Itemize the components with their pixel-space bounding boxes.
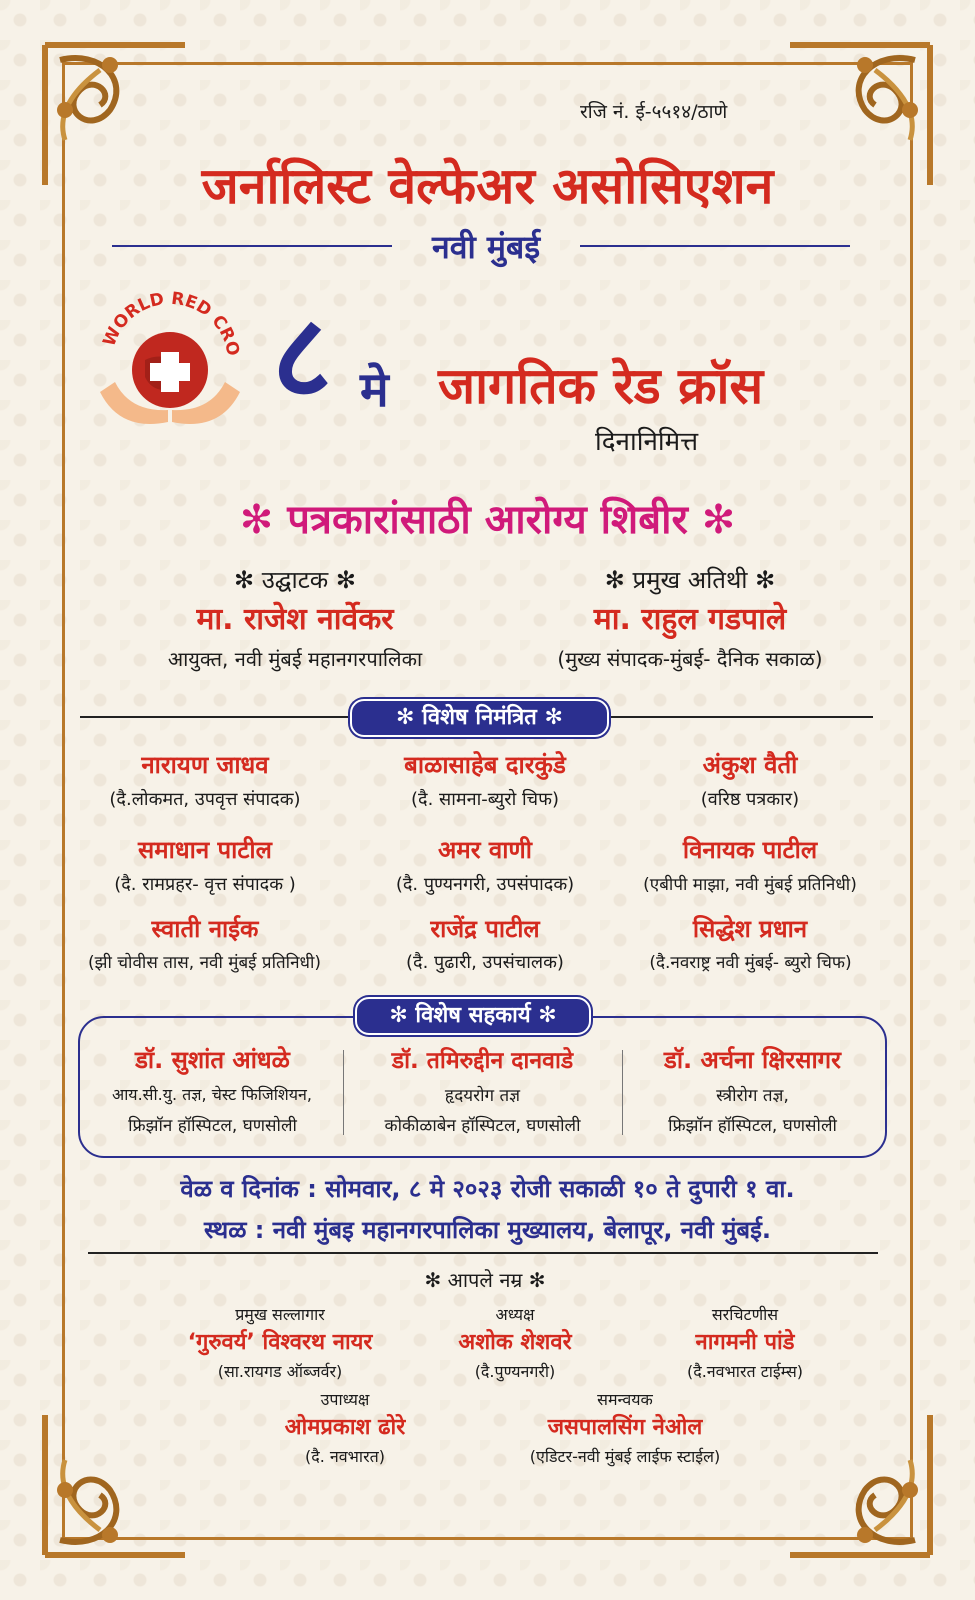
doctor-specialty: आय.सी.यु. तज्ञ, चेस्ट फिजिशियन,: [111, 1085, 313, 1104]
org-city: नवी मुंबई: [431, 228, 541, 266]
organizer-desc: (सा.रायगड ऑब्जर्वर): [217, 1362, 343, 1381]
event-subtitle: दिनानिमित्त: [595, 427, 699, 457]
venue-line: स्थळ : नवी मुंबइ महानगरपालिका मुख्यालय, बेलापूर, नवी मुंबई.: [204, 1216, 771, 1244]
organizer-desc: (एडिटर-नवी मुंबई लाईफ स्टाईल): [529, 1447, 721, 1466]
date-month: मे: [360, 362, 389, 418]
divider-right: [580, 245, 850, 247]
invitee-name: राजेंद्र पाटील: [430, 915, 540, 943]
camp-title: [100, 490, 875, 545]
invitee-name: समाधान पाटील: [138, 836, 272, 864]
invitee-name: सिद्धेश प्रधान: [692, 915, 808, 943]
organizer-desc: (दै.पुण्यनगरी): [474, 1362, 556, 1381]
organizer-name: जसपालसिंग नेओल: [547, 1415, 703, 1440]
inaugurator-desc: आयुक्त, नवी मुंबई महानगरपालिका: [167, 647, 423, 671]
divider-left: [112, 245, 392, 247]
doctor-name: डॉ. सुशांत आंधळे: [135, 1046, 290, 1074]
organizer-role: अध्यक्ष: [495, 1305, 535, 1324]
invitee-desc: (झी चोवीस तास, नवी मुंबई प्रतिनिधी): [87, 953, 322, 973]
date-number: ८: [272, 290, 332, 424]
invitee-desc: (दै.लोकमत, उपवृत्त संपादक): [109, 789, 301, 810]
registration-number: रजि नं. ई-५५१४/ठाणे: [580, 101, 728, 123]
organizer-desc: (दै. नवभारत): [305, 1447, 385, 1466]
divider-left: [80, 716, 350, 718]
organizer-name: नागमनी पांडे: [695, 1330, 795, 1355]
doctor-name: डॉ. तमिरुद्दीन दानवाडे: [391, 1048, 574, 1074]
doctor-specialty: स्त्रीरोग तज्ञ,: [716, 1086, 789, 1106]
organizer-role: उपाध्यक्ष: [320, 1390, 370, 1409]
invitee-desc: (दै. रामप्रहर- वृत्त संपादक ): [114, 874, 296, 895]
organizer-role: सरचिटणीस: [711, 1305, 779, 1324]
guest-role: ✻ प्रमुख अतिथी ✻: [604, 566, 776, 594]
star-icon: ✻: [701, 497, 736, 543]
invitee-desc: (एबीपी माझा, नवी मुंबई प्रतिनिधी): [643, 875, 857, 895]
inaugurator-name: मा. राजेश नार्वेकर: [196, 602, 394, 637]
special-support-badge: ✻ विशेष सहकार्य ✻: [355, 997, 591, 1035]
doctor-hospital: कोकीळाबेन हॉस्पिटल, घणसोली: [384, 1116, 581, 1136]
corner-ornament-bottom-right: [785, 1410, 935, 1560]
invitee-desc: (दै. सामना-ब्युरो चिफ): [411, 789, 559, 810]
invitee-name: नारायण जाधव: [141, 751, 269, 779]
invitee-name: बाळासाहेब दारकुंडे: [404, 751, 566, 779]
event-title: जागतिक रेड क्रॉस: [438, 357, 764, 415]
organizer-role: समन्वयक: [597, 1390, 653, 1409]
column-divider: [622, 1050, 623, 1135]
special-invited-badge: ✻ विशेष निमंत्रित ✻: [350, 699, 609, 737]
divider-right: [605, 716, 873, 718]
guest-name: मा. राहुल गडपाले: [593, 602, 787, 637]
organizer-name: ‘गुरुवर्य’ विश्वरथ नायर: [187, 1330, 373, 1355]
invitee-desc: (दै.नवराष्ट्र नवी मुंबई- ब्युरो चिफ): [649, 953, 852, 973]
camp-title-text: पत्रकारांसाठी आरोग्य शिबीर: [287, 497, 688, 543]
invitee-name: विनायक पाटील: [682, 836, 818, 864]
organizer-desc: (दै.नवभारत टाईम्स): [686, 1362, 804, 1381]
invitee-name: अंकुश वैती: [702, 751, 798, 779]
time-line: वेळ व दिनांक : सोमवार, ८ मे २०२३ रोजी सकाळी १० ते दुपारी १ वा.: [180, 1175, 795, 1203]
humbly-label: ✻ आपले नम्र ✻: [424, 1268, 546, 1292]
invitee-name: अमर वाणी: [438, 836, 532, 864]
organizer-name: ओमप्रकाश ढोरे: [284, 1415, 406, 1440]
column-divider: [343, 1050, 344, 1135]
star-icon: ✻: [239, 497, 274, 543]
doctor-specialty: हृदयरोग तज्ञ: [444, 1086, 521, 1106]
invitee-desc: (वरिष्ठ पत्रकार): [700, 789, 800, 810]
doctor-hospital: फ्रिझॉन हॉस्पिटल, घणसोली: [668, 1116, 837, 1136]
org-name: जर्नालिस्ट वेल्फेअर असोसिएशन: [201, 157, 774, 215]
invitee-desc: (दै. पुढारी, उपसंचालक): [406, 952, 564, 973]
guest-desc: (मुख्य संपादक-मुंबई- दैनिक सकाळ): [557, 647, 823, 671]
doctor-hospital: फ्रिझॉन हॉस्पिटल, घणसोली: [128, 1116, 297, 1136]
corner-ornament-bottom-left: [40, 1410, 190, 1560]
invitee-name: स्वाती नाईक: [151, 915, 259, 943]
doctor-name: डॉ. अर्चना क्षिरसागर: [663, 1046, 841, 1074]
invitee-desc: (दै. पुण्यनगरी, उपसंपादक): [395, 874, 575, 895]
organizer-role: प्रमुख सल्लागार: [235, 1305, 325, 1324]
red-cross-logo: [90, 282, 250, 442]
inaugurator-role: ✻ उद्घाटक ✻: [234, 566, 356, 594]
divider: [88, 1252, 878, 1254]
organizer-name: अशोक शेशवरे: [458, 1330, 572, 1355]
svg-text:WORLD RED CROSS DAY: WORLD RED CRO: [99, 288, 243, 358]
